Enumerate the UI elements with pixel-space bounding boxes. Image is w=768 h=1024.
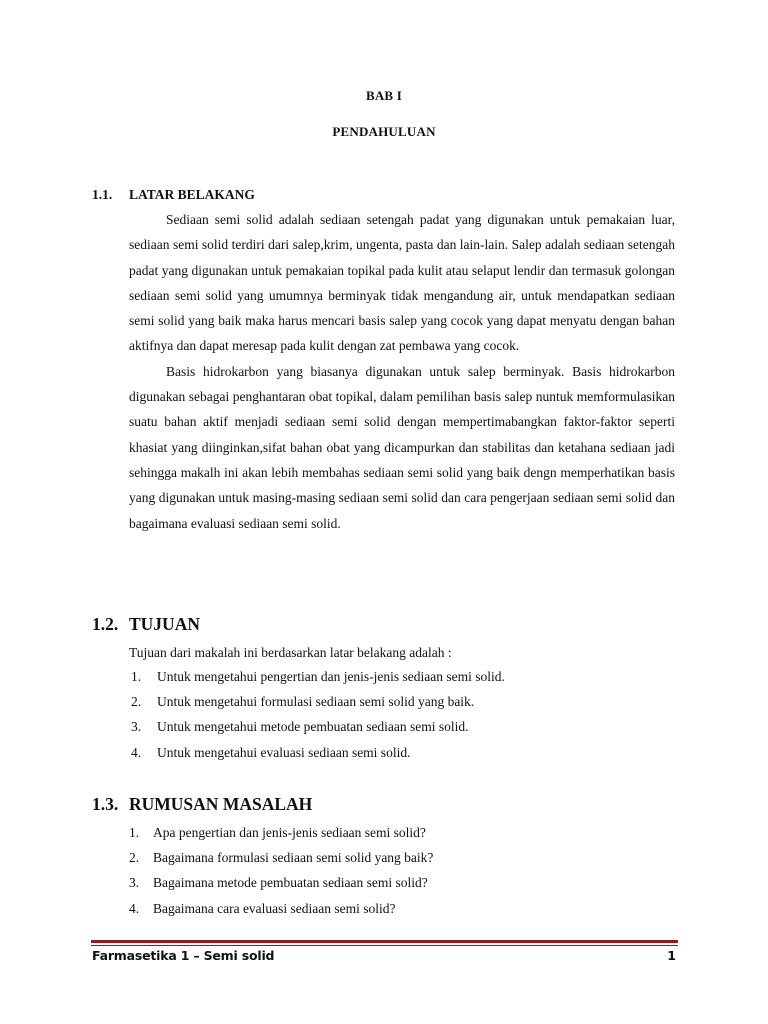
list-item-number: 2. [129,850,140,866]
chapter-title: PENDAHULUAN [332,124,436,139]
section-title: RUMUSAN MASALAH [129,794,313,814]
rumusan-list [129,820,433,921]
section-heading-tujuan [92,614,200,635]
list-item-text: Apa pengertian dan jenis-jenis sediaan semi solid? [153,825,426,840]
footer-rule-thick [91,940,678,943]
list-item-text: Untuk mengetahui pengertian dan jenis-jenis sediaan semi solid. [157,669,505,684]
section-title: TUJUAN [129,614,200,634]
list-item-number: 2. [131,694,142,710]
footer-title: Farmasetika 1 – Semi solid [92,948,275,963]
page-number: 1 [667,948,676,963]
list-item-number: 1. [131,669,142,684]
list-item-number: 1. [129,825,140,840]
list-item-number: 4. [129,900,140,916]
section-title: LATAR BELAKANG [129,187,255,202]
footer-rule-thin [91,945,678,946]
list-item [131,714,505,739]
list-item [131,689,505,714]
chapter-label: BAB I [365,88,403,103]
list-item-text: Untuk mengetahui evaluasi sediaan semi solid. [157,744,411,760]
paragraph: Basis hidrokarbon yang biasanya digunakan untuk salep berminyak. Basis hidrokarbon digunakan sebagai penghantaran obat topikal, dalam pemilihan basis salep nuntuk memformulasikan suatu bahan aktif menjadi sediaan semi solid dengan mempertimabangkan faktor-faktor seperti khasiat yang diinginkan,sifat bahan obat yang dicampurkan dan stabilitas dan ketahana sediaan jadi sehingga makalh ini akan lebih membahas sediaan semi solid yang baik dengn memperhatikan basis yang digunakan untuk masing-masing sediaan semi solid dan cara pengerjaan sediaan semi solid dan bagaimana evaluasi sediaan semi solid. [129,363,675,531]
section-intro: Tujuan dari makalah ini berdasarkan latar belakang adalah : [129,645,452,660]
list-item [129,845,433,870]
list-item-text: Bagaimana formulasi sediaan semi solid yang baik? [153,850,434,866]
section-number: 1.2. [92,614,119,634]
section-number: 1.3. [92,794,119,814]
list-item-number: 4. [131,744,142,760]
list-item-text: Bagaimana metode pembuatan sediaan semi solid? [153,875,428,891]
list-item [129,820,433,845]
section-body-latar-belakang [129,207,675,536]
list-item-text: Untuk mengetahui metode pembuatan sediaan semi solid. [157,719,469,735]
list-item-text: Untuk mengetahui formulasi sediaan semi solid yang baik. [157,694,475,710]
list-item [131,664,505,689]
list-item [129,870,433,895]
section-heading-latar-belakang [92,187,255,203]
list-item-number: 3. [131,719,142,735]
list-item-number: 3. [129,875,140,891]
paragraph: Sediaan semi solid adalah sediaan setengah padat yang digunakan untuk pemakaian luar, sediaan semi solid terdiri dari salep,krim, ungenta, pasta dan lain-lain. Salep adalah sediaan setengah padat yang digunakan untuk pemakaian topikal pada kulit atau selaput lendir dan termasuk golongan sediaan semi solid yang umumnya berminyak tidak mengandung air, untuk mendapatkan sediaan semi solid yang baik maka harus mencari basis salep yang cocok yang dapat menyatu dengan bahan aktifnya dan dapat meresap pada kulit dengan zat pembawa yang cocok. [129,212,675,354]
section-heading-rumusan-masalah [92,794,312,815]
list-item-text: Bagaimana cara evaluasi sediaan semi solid? [153,900,396,916]
list-item [131,740,505,765]
section-number: 1.1. [92,187,113,202]
tujuan-list [131,664,505,765]
list-item [129,896,433,921]
